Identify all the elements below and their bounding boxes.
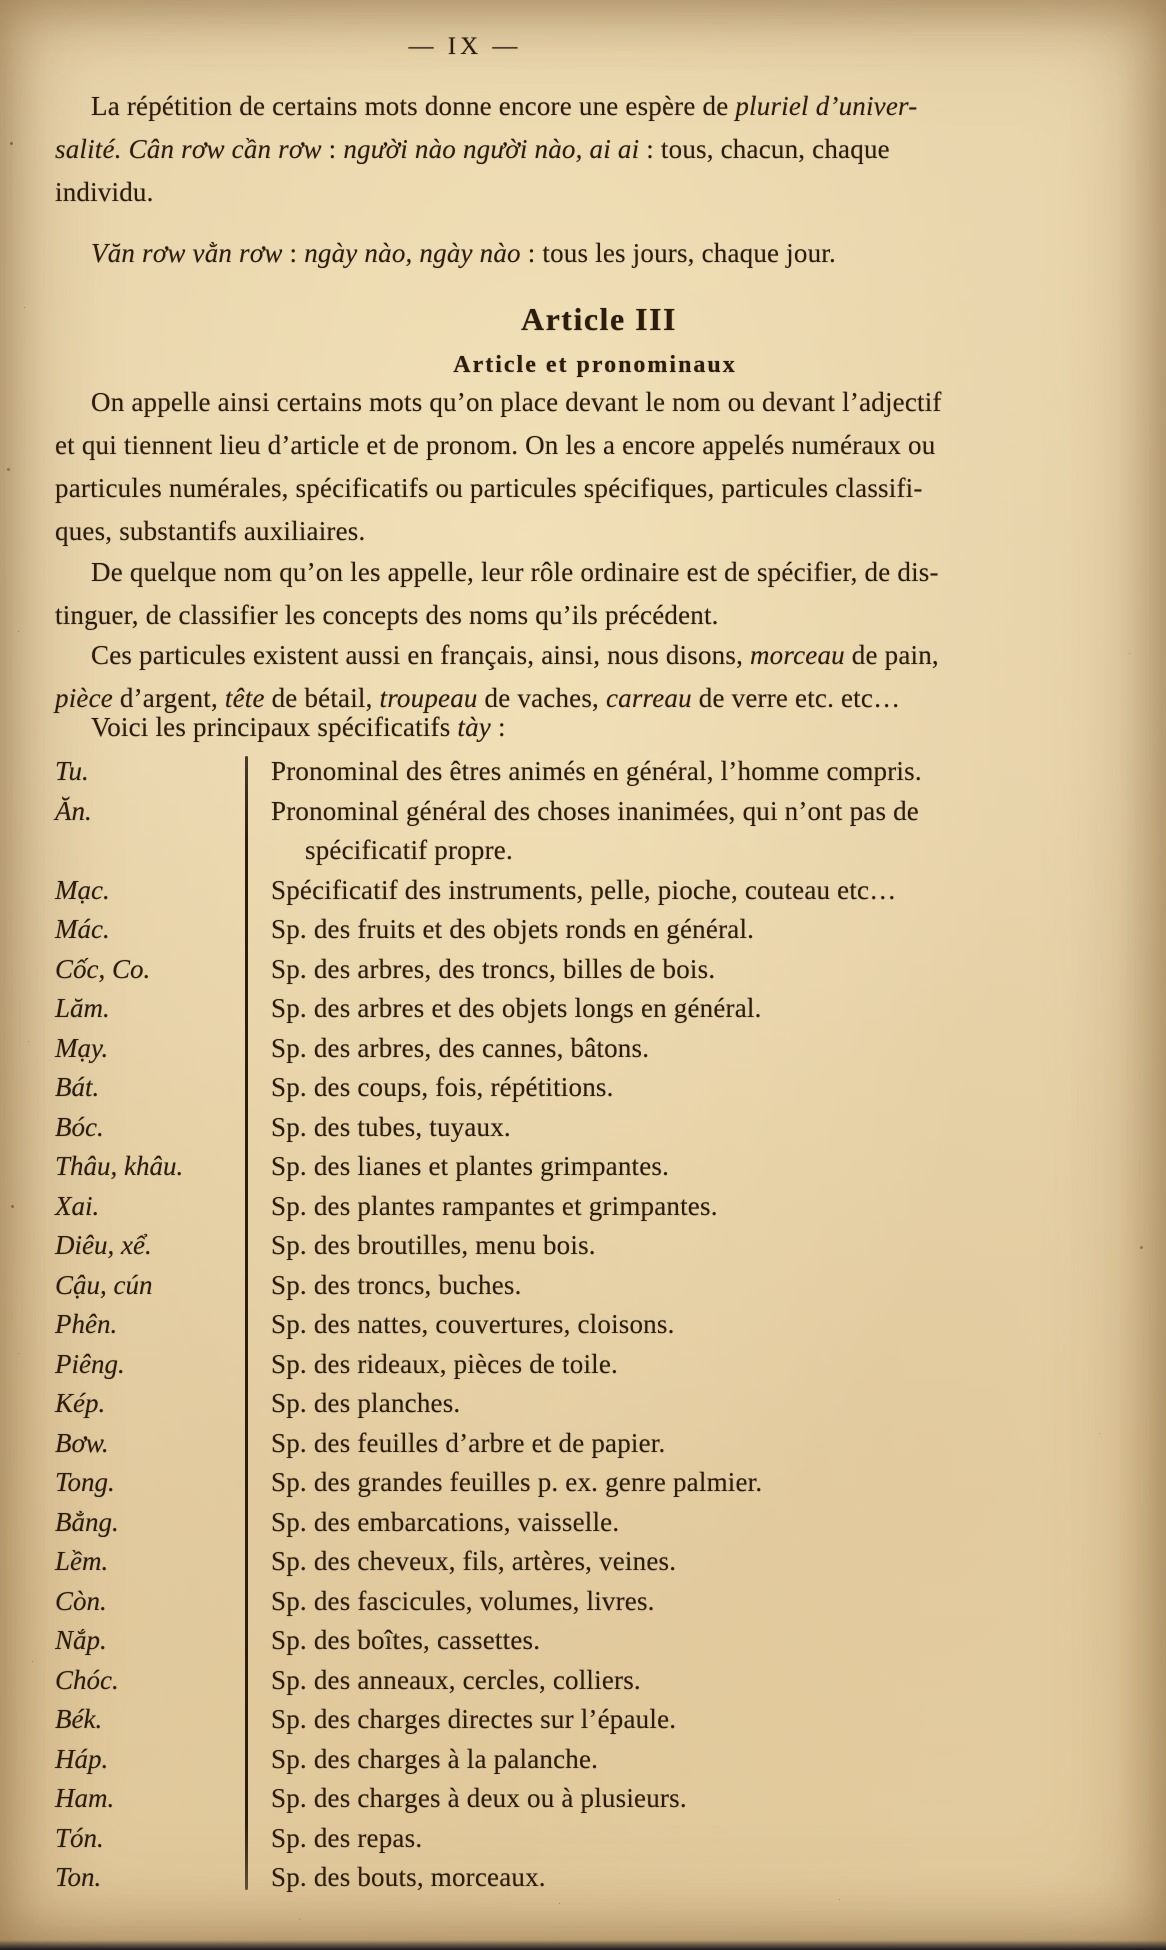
spec-definition (245, 1345, 618, 1385)
spec-term: Cậu, cún (55, 1269, 153, 1300)
text-line: et qui tiennent lieu d’article et de pronom. On les a encore appelés numéraux ou (55, 430, 936, 460)
spec-row (55, 1858, 1121, 1898)
spec-row (55, 1305, 1121, 1345)
spec-term: Ăn. (55, 795, 92, 826)
spec-definition-line: Sp. des feuilles d’arbre et de papier. (271, 1427, 666, 1458)
spec-definition (245, 1779, 687, 1819)
paper-specks (0, 0, 3, 3)
spec-definition (245, 1542, 676, 1582)
spec-definition-line: Sp. des rideaux, pièces de toile. (271, 1348, 619, 1379)
spec-definition (245, 1582, 655, 1622)
spec-term: Thâu, khâu. (55, 1151, 184, 1181)
spec-definition-line: Sp. des charges à deux ou à plusieurs. (271, 1783, 687, 1813)
spec-definition-line: Sp. des planches. (271, 1388, 461, 1418)
spec-term: Lăm. (55, 993, 110, 1023)
spec-term: Tón. (55, 1822, 104, 1853)
spec-term: Bẳng. (55, 1506, 119, 1537)
spec-term: Mạy. (55, 1032, 109, 1063)
spec-definition-line: Pronominal général des choses inanimées, qui n’ont pas de (271, 795, 919, 826)
spec-term: Ham. (55, 1783, 115, 1813)
spec-definition-wrap-line: spécificatif propre. (305, 835, 513, 865)
spec-definition (245, 989, 762, 1029)
spec-row (55, 1463, 1121, 1503)
spec-row (55, 1700, 1121, 1740)
spec-row (55, 1503, 1121, 1543)
spec-definition (245, 1226, 596, 1266)
spec-term: Nắp. (55, 1625, 107, 1655)
text-line: salité. Cân rơw cần rơw : người nào người nào, ai ai : tous, chacun, chaque (55, 134, 890, 164)
spec-definition-line: Sp. des bouts, morceaux. (271, 1862, 546, 1892)
spec-row (55, 871, 1121, 911)
text-line: De quelque nom qu’on les appelle, leur rôle ordinaire est de spécifier, de dis- (91, 557, 939, 587)
spec-row (55, 1819, 1121, 1859)
heading-article-et-pronominaux: Article et pronominaux (453, 352, 737, 378)
spec-row (55, 1345, 1121, 1385)
spec-definition-line: Spécificatif des instruments, pelle, pioche, couteau etc… (271, 874, 897, 905)
spec-definition-line: Sp. des anneaux, cercles, colliers. (271, 1664, 641, 1695)
spec-definition-line: Sp. des fruits et des objets ronds en général. (271, 914, 755, 944)
spec-row (55, 1582, 1121, 1622)
spec-row (55, 910, 1121, 950)
spec-row (55, 1187, 1121, 1227)
text-line: pièce d’argent, tête de bétail, troupeau de vaches, carreau de verre etc. etc… (55, 683, 901, 713)
spec-row (55, 1424, 1121, 1464)
spec-definition-line: Sp. des broutilles, menu bois. (271, 1230, 596, 1260)
spec-term: Piêng. (55, 1348, 125, 1379)
spec-term: Bóc. (55, 1111, 104, 1142)
spec-definition-line: Sp. des nattes, couvertures, cloisons. (271, 1309, 675, 1339)
intro-specificatifs-tay (55, 706, 1121, 749)
spec-term: Háp. (55, 1743, 109, 1774)
spec-definition-line: Sp. des lianes et plantes grimpantes. (271, 1151, 670, 1181)
spec-term: Diêu, xể. (55, 1230, 152, 1260)
heading-article-iii: Article III (520, 301, 677, 337)
spec-term: Tong. (55, 1467, 115, 1497)
spec-definition (245, 1068, 614, 1108)
spec-definition (245, 1384, 460, 1424)
spec-definition-line: Sp. des arbres et des objets longs en général. (271, 993, 762, 1023)
paragraph-pluriel-universalite (55, 85, 1121, 214)
spec-term: Bék. (55, 1704, 103, 1734)
spec-definition-line: Sp. des plantes rampantes et grimpantes. (271, 1190, 718, 1221)
text-line: Ces particules existent aussi en français, ainsi, nous disons, morceau de pain, (91, 640, 939, 670)
text-line: La répétition de certains mots donne encore une espère de pluriel d’univer- (91, 91, 918, 121)
spec-row (55, 1621, 1121, 1661)
spec-definition (245, 1108, 511, 1148)
paragraph-de-quelque-nom (55, 551, 1121, 637)
spec-term: Xai. (55, 1190, 100, 1221)
spec-term: Phên. (55, 1309, 118, 1339)
page-number: — IX — (408, 33, 522, 60)
spec-definition-line: Sp. des coups, fois, répétitions. (271, 1072, 614, 1102)
spec-definition-line: Sp. des cheveux, fils, artères, veines. (271, 1546, 677, 1576)
spec-row (55, 989, 1121, 1029)
text-line: On appelle ainsi certains mots qu’on place devant le nom ou devant l’adjectif (91, 387, 942, 417)
spec-definition (245, 1424, 665, 1464)
spec-definition (245, 1305, 675, 1345)
spec-term: Kép. (55, 1388, 106, 1418)
spec-definition (245, 1503, 619, 1543)
spec-term: Chóc. (55, 1664, 119, 1695)
spec-row (55, 950, 1121, 990)
spec-definition-line: Sp. des boîtes, cassettes. (271, 1625, 541, 1655)
spec-definition (245, 1463, 762, 1503)
specifics-list (55, 752, 1121, 1898)
spec-term: Bát. (55, 1072, 100, 1102)
spec-term: Tu. (55, 756, 89, 786)
text-line: Văn rơw vằn rơw : ngày nào, ngày nào : tous les jours, chaque jour. (91, 238, 836, 268)
spec-definition-line: Sp. des tubes, tuyaux. (271, 1111, 511, 1142)
spec-definition (245, 1029, 649, 1069)
spec-term: Mác. (55, 914, 110, 944)
spec-definition-line: Sp. des embarcations, vaisselle. (271, 1506, 620, 1537)
spec-definition (245, 910, 754, 950)
spec-definition-line: Sp. des troncs, buches. (271, 1269, 522, 1300)
spec-row (55, 1068, 1121, 1108)
spec-definition-line: Sp. des arbres, des troncs, billes de bois. (271, 953, 716, 984)
spec-term: Lềm. (55, 1546, 109, 1576)
spec-row (55, 1384, 1121, 1424)
spec-row (55, 1029, 1121, 1069)
spec-definition-line: Sp. des grandes feuilles p. ex. genre palmier. (271, 1467, 763, 1497)
spec-row (55, 1779, 1121, 1819)
spec-term: Ton. (55, 1862, 102, 1892)
spec-definition (245, 1621, 540, 1661)
scan-bottom-edge (0, 1940, 1166, 1950)
spec-definition (245, 792, 919, 871)
spec-definition (245, 1147, 669, 1187)
spec-term: Mạc. (55, 874, 110, 905)
spec-definition (245, 752, 922, 792)
spec-row (55, 792, 1121, 871)
spec-row (55, 1226, 1121, 1266)
spec-definition-line: Sp. des charges directes sur l’épaule. (271, 1704, 677, 1734)
spec-row (55, 1108, 1121, 1148)
paragraph-van-row (55, 232, 1121, 275)
text-line: individu. (55, 177, 154, 207)
spec-definition (245, 1740, 598, 1780)
text-line: particules numérales, spécificatifs ou particules spécifiques, particules classifi- (55, 473, 923, 503)
spec-row (55, 1266, 1121, 1306)
text-line: ques, substantifs auxiliaires. (55, 516, 366, 546)
spec-term: Bơw. (55, 1427, 109, 1458)
spec-definition-line: Pronominal des êtres animés en général, l’homme compris. (271, 756, 922, 786)
spec-definition (245, 1700, 676, 1740)
spec-definition (245, 950, 715, 990)
spec-row (55, 1542, 1121, 1582)
spec-definition (245, 1266, 522, 1306)
spec-term: Còn. (55, 1585, 107, 1616)
text-line: Voici les principaux spécificatifs tày : (91, 712, 506, 742)
spec-term: Cốc, Co. (55, 953, 151, 984)
spec-definition-line: Sp. des repas. (271, 1822, 423, 1853)
spec-definition (245, 871, 896, 911)
spec-row (55, 1147, 1121, 1187)
spec-definition (245, 1858, 546, 1898)
spec-definition-line: Sp. des fascicules, volumes, livres. (271, 1585, 655, 1616)
spec-row (55, 1740, 1121, 1780)
spec-definition (245, 1187, 718, 1227)
spec-definition (245, 1819, 422, 1859)
spec-definition (245, 1661, 641, 1701)
paragraph-on-appelle (55, 381, 1121, 553)
text-line: tinguer, de classifier les concepts des noms qu’ils précédent. (55, 600, 719, 630)
spec-row (55, 752, 1121, 792)
spec-row (55, 1661, 1121, 1701)
spec-definition-line: Sp. des arbres, des cannes, bâtons. (271, 1032, 650, 1063)
spec-definition-line: Sp. des charges à la palanche. (271, 1743, 599, 1774)
